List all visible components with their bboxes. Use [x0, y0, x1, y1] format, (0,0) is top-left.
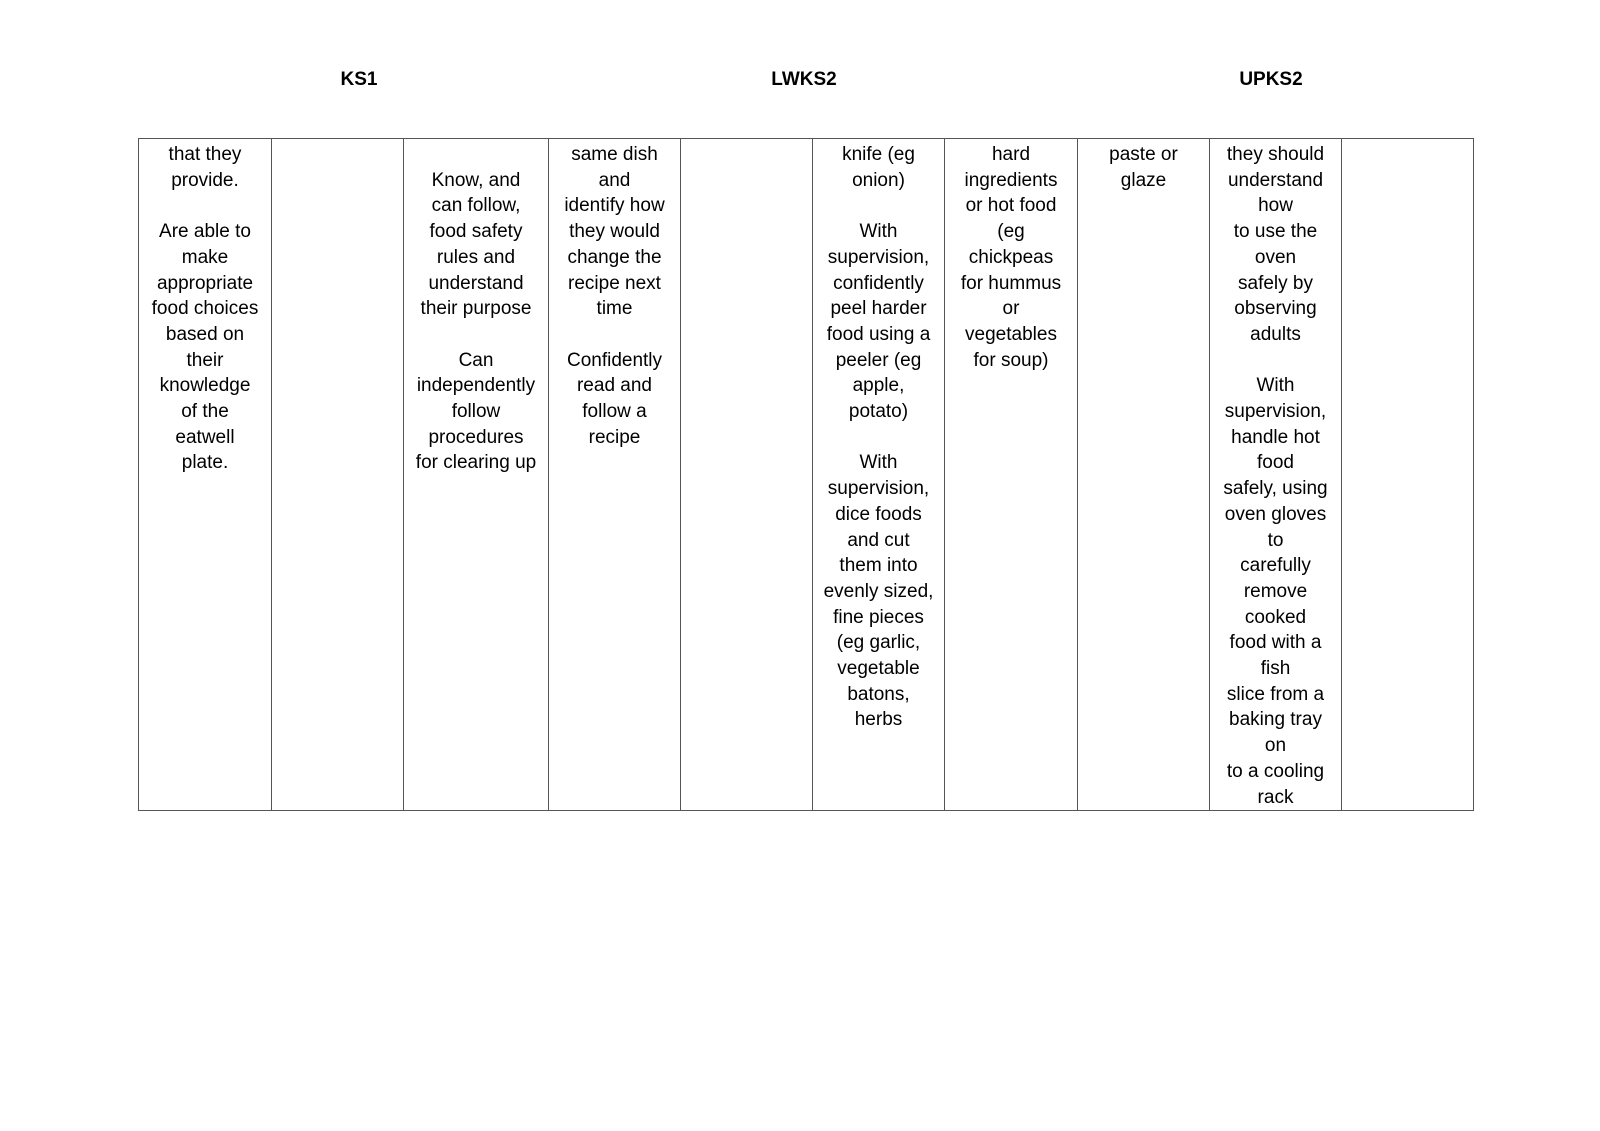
- table-cell: paste or glaze: [1078, 139, 1210, 811]
- heading-ks1: KS1: [340, 69, 378, 90]
- table-cell: hard ingredients or hot food (eg chickpeas for hummus or vegetables for soup): [945, 139, 1078, 811]
- table-row: [139, 139, 1474, 811]
- table-cell: same dish and identify how they would change the recipe next time Confidently read and follow a recipe: [549, 139, 681, 811]
- table-cell: [272, 139, 404, 811]
- table-cell: knife (eg onion) With supervision, confidently peel harder food using a peeler (eg apple, potato) With supervision, dice foods and cut them into evenly sized, fine pieces (eg garlic, vegetable batons, herbs: [813, 139, 945, 811]
- table-cell: [1342, 139, 1474, 811]
- table-cell: Know, and can follow, food safety rules and understand their purpose Can independently follow procedures for clearing up: [404, 139, 549, 811]
- curriculum-table: [138, 138, 1474, 811]
- table-cell: that they provide. Are able to make appropriate food choices based on their knowledge of the eatwell plate.: [139, 139, 272, 811]
- heading-lwks2: LWKS2: [771, 69, 837, 90]
- heading-upks2: UPKS2: [1239, 69, 1303, 90]
- table-cell: [681, 139, 813, 811]
- table-cell: they should understand how to use the oven safely by observing adults With supervision, handle hot food safely, using oven gloves to carefully remove cooked food with a fish slice from a baking tray on to a cooling rack: [1210, 139, 1342, 811]
